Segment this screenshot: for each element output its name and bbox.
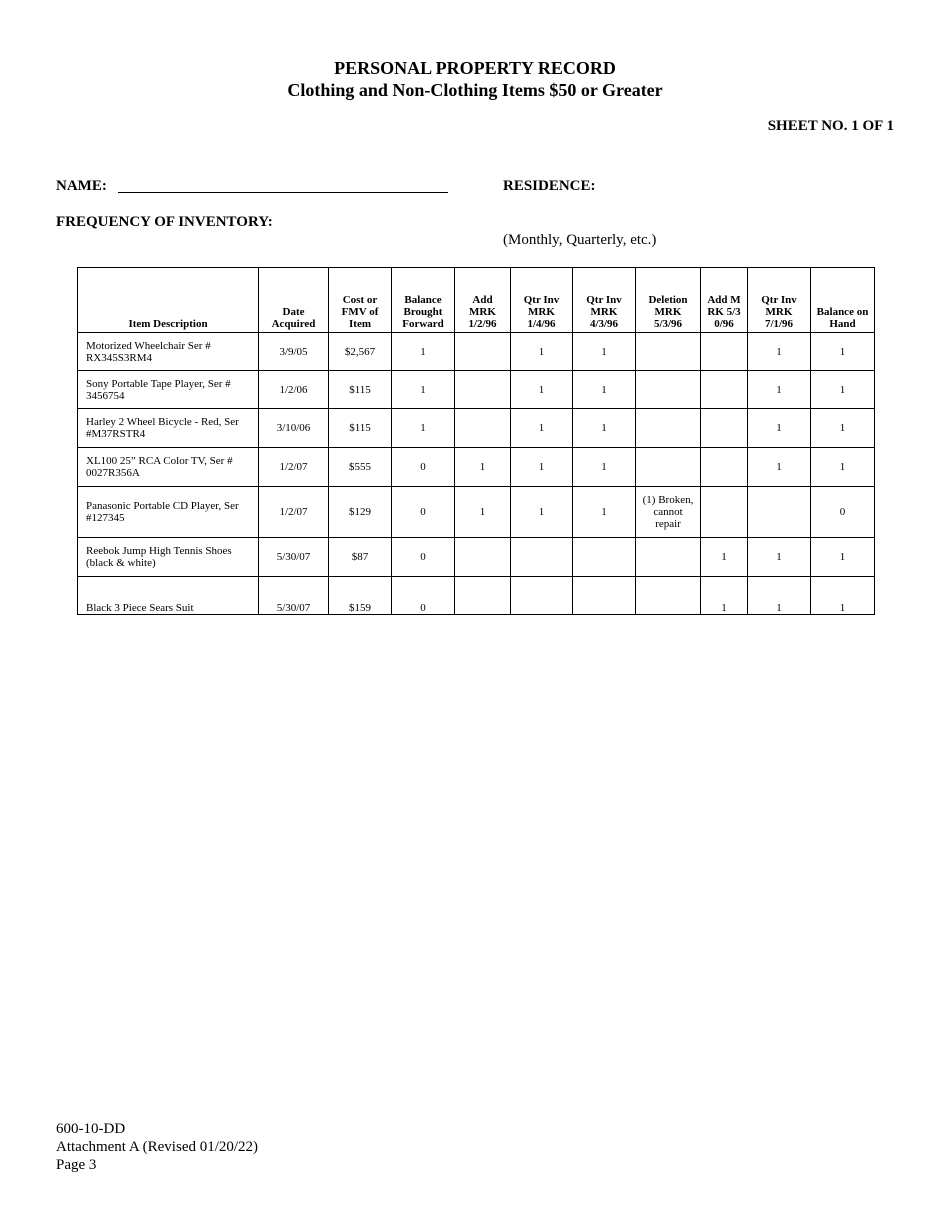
column-header: Deletion MRK 5/3/96: [636, 268, 701, 333]
table-cell: 1: [701, 577, 748, 615]
table-cell: 5/30/07: [259, 577, 329, 615]
table-row: [78, 448, 875, 487]
table-cell: [701, 487, 748, 538]
table-cell: 1/2/07: [259, 487, 329, 538]
table-cell: 0: [392, 448, 455, 487]
table-cell: 1: [748, 371, 811, 409]
item-description-cell: Panasonic Portable CD Player, Ser #127345: [78, 487, 259, 538]
column-header: Balance on Hand: [811, 268, 875, 333]
table-cell: [511, 538, 573, 577]
column-header: Add MRK 5/30/96: [701, 268, 748, 333]
table-cell: [636, 577, 701, 615]
table-cell: 3/10/06: [259, 409, 329, 448]
footer: [56, 1120, 258, 1174]
item-description-cell: Black 3 Piece Sears Suit: [78, 577, 259, 615]
table-cell: [455, 409, 511, 448]
table-cell: 1: [455, 448, 511, 487]
table-cell: 1/2/06: [259, 371, 329, 409]
table-cell: [573, 538, 636, 577]
table-cell: $87: [329, 538, 392, 577]
table-cell: [701, 409, 748, 448]
table-cell: [636, 371, 701, 409]
table-cell: 1/2/07: [259, 448, 329, 487]
table-row: [78, 577, 875, 615]
table-cell: 1: [748, 538, 811, 577]
column-header: Date Acquired: [259, 268, 329, 333]
table-cell: 1: [392, 333, 455, 371]
residence-label: RESIDENCE:: [503, 178, 596, 194]
table-row: [78, 538, 875, 577]
table-cell: [636, 448, 701, 487]
table-cell: 5/30/07: [259, 538, 329, 577]
property-table: [77, 267, 875, 615]
table-cell: [701, 371, 748, 409]
table-cell: 1: [701, 538, 748, 577]
table-cell: 1: [455, 487, 511, 538]
column-header: Balance Brought Forward: [392, 268, 455, 333]
frequency-note: (Monthly, Quarterly, etc.): [503, 232, 657, 248]
table-cell: 1: [573, 409, 636, 448]
sheet-number: SHEET NO. 1 OF 1: [767, 118, 894, 134]
table-cell: 1: [811, 448, 875, 487]
table-cell: [573, 577, 636, 615]
table-cell: (1) Broken, cannot repair: [636, 487, 701, 538]
name-label: NAME:: [56, 178, 107, 194]
table-cell: 1: [511, 409, 573, 448]
table-cell: $115: [329, 371, 392, 409]
table-cell: 1: [511, 371, 573, 409]
table-cell: 1: [811, 538, 875, 577]
table-cell: 1: [748, 448, 811, 487]
table-row: [78, 371, 875, 409]
table-cell: 1: [748, 577, 811, 615]
table-cell: 1: [511, 448, 573, 487]
table-cell: $129: [329, 487, 392, 538]
table-cell: [455, 333, 511, 371]
table-cell: 0: [392, 577, 455, 615]
table-cell: [636, 333, 701, 371]
item-description-cell: Reebok Jump High Tennis Shoes (black & white): [78, 538, 259, 577]
title-line-2: Clothing and Non-Clothing Items $50 or Greater: [287, 80, 663, 100]
item-description-cell: Motorized Wheelchair Ser # RX345S3RM4: [78, 333, 259, 371]
table-cell: 1: [811, 371, 875, 409]
attachment-revision: Attachment A (Revised 01/20/22): [56, 1139, 259, 1155]
table-cell: 3/9/05: [259, 333, 329, 371]
table-cell: 1: [811, 577, 875, 615]
table-cell: 1: [511, 487, 573, 538]
table-cell: [636, 538, 701, 577]
item-description-cell: Harley 2 Wheel Bicycle - Red, Ser #M37RSTR4: [78, 409, 259, 448]
table-cell: [455, 577, 511, 615]
frequency-label: FREQUENCY OF INVENTORY:: [56, 214, 273, 230]
column-header: Qtr Inv MRK 4/3/96: [573, 268, 636, 333]
table-cell: $2,567: [329, 333, 392, 371]
table-cell: 1: [811, 333, 875, 371]
table-cell: [455, 371, 511, 409]
table-cell: [701, 448, 748, 487]
title-line-1: PERSONAL PROPERTY RECORD: [334, 58, 616, 78]
table-row: [78, 333, 875, 371]
table-header-row: [78, 268, 875, 333]
column-header: Add MRK 1/2/96: [455, 268, 511, 333]
table-cell: 1: [392, 371, 455, 409]
table-cell: 0: [811, 487, 875, 538]
column-header: Cost or FMV of Item: [329, 268, 392, 333]
table-cell: [511, 577, 573, 615]
table-cell: 1: [392, 409, 455, 448]
table-cell: [701, 333, 748, 371]
table-cell: 1: [511, 333, 573, 371]
table-cell: 0: [392, 538, 455, 577]
column-header: Item Description: [78, 268, 259, 333]
table-row: [78, 409, 875, 448]
table-cell: $555: [329, 448, 392, 487]
table-cell: 1: [573, 487, 636, 538]
table-cell: 1: [573, 448, 636, 487]
table-cell: [636, 409, 701, 448]
table-cell: [748, 487, 811, 538]
table-cell: 1: [573, 333, 636, 371]
table-cell: 1: [748, 409, 811, 448]
table-cell: $115: [329, 409, 392, 448]
page-number: Page 3: [56, 1157, 97, 1173]
column-header: Qtr Inv MRK 7/1/96: [748, 268, 811, 333]
table-cell: [455, 538, 511, 577]
table-cell: $159: [329, 577, 392, 615]
form-number: 600-10-DD: [56, 1121, 126, 1137]
table-cell: 1: [573, 371, 636, 409]
table-row: [78, 487, 875, 538]
table-cell: 1: [748, 333, 811, 371]
table-cell: 1: [811, 409, 875, 448]
item-description-cell: Sony Portable Tape Player, Ser # 3456754: [78, 371, 259, 409]
item-description-cell: XL100 25” RCA Color TV, Ser # 0027R356A: [78, 448, 259, 487]
table-cell: 0: [392, 487, 455, 538]
column-header: Qtr Inv MRK 1/4/96: [511, 268, 573, 333]
